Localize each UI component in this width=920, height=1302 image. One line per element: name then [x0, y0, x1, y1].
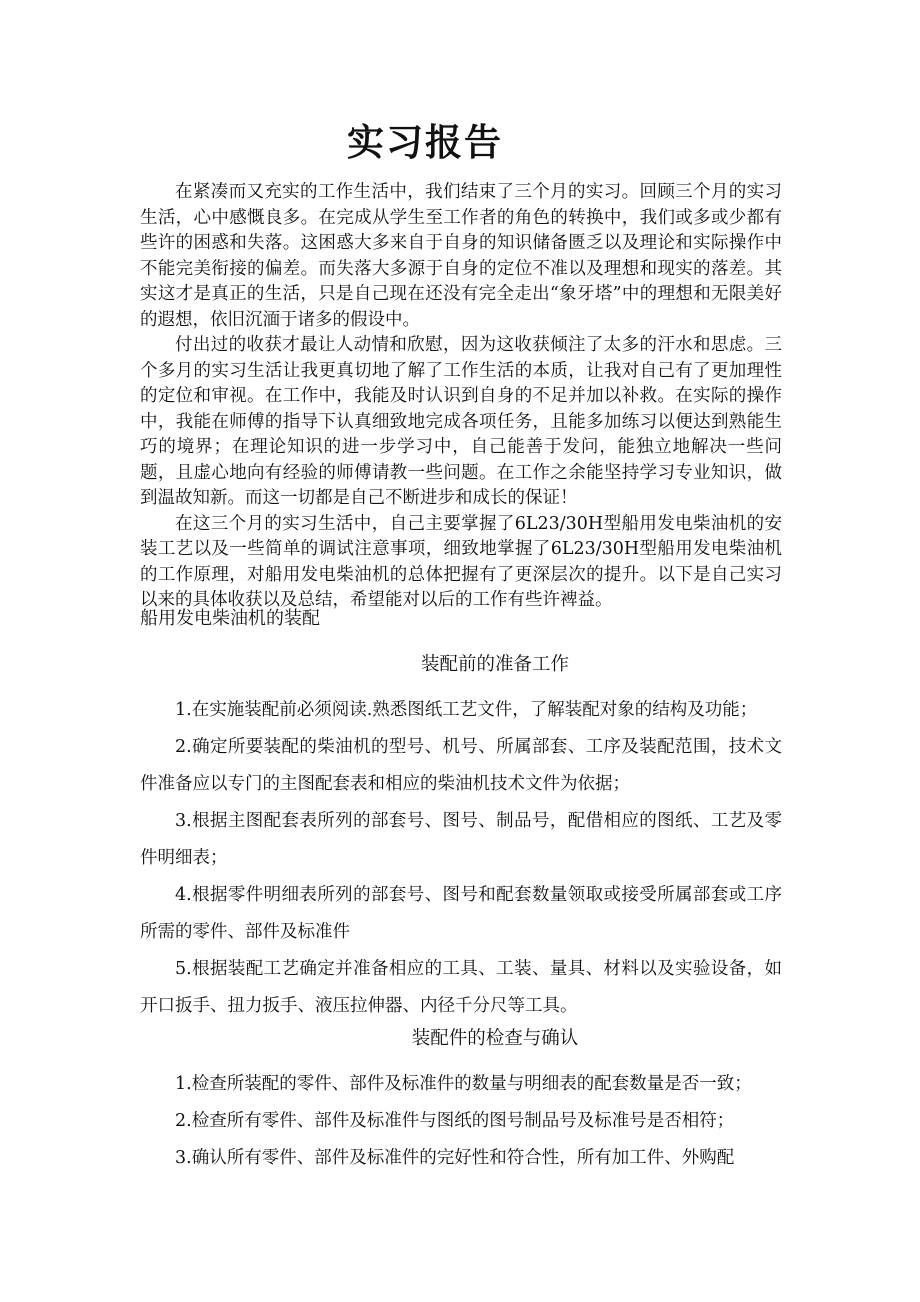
list-item: 3.根据主图配套表所列的部套号、图号、制品号，配借相应的图纸、工艺及零件明细表；	[140, 811, 782, 868]
preparation-list	[140, 692, 782, 1025]
list-item: 1.在实施装配前必须阅读.熟悉图纸工艺文件，了解装配对象的结构及功能；	[175, 700, 758, 720]
section-heading: 船用发电柴油机的装配	[140, 608, 320, 629]
list-item: 5.根据装配工艺确定并准备相应的工具、工装、量具、材料以及实验设备，如开口扳手、扭力扳手、液压拉伸器、内径千分尺等工具。	[140, 959, 782, 1016]
intro-paragraph: 在这三个月的实习生活中，自己主要掌握了6L23/30H型船用发电柴油机的安装工艺以及一些简单的调试注意事项，细致地掌握了6L23/30H型船用发电柴油机的工作原理，对船用发电柴油机的总体把握有了更深层次的提升。以下是自己实习以来的具体收获以及总结，希望能对以后的工作有些许裨益。	[140, 513, 782, 610]
intro-section	[140, 180, 782, 614]
subsection-heading-preparation: 装配前的准备工作	[420, 654, 569, 675]
document-title: 实习报告	[347, 121, 503, 164]
list-item: 4.根据零件明细表所列的部套号、图号和配套数量领取或接受所属部套或工序所需的零件、部件及标准件	[140, 885, 782, 942]
intro-paragraph: 付出过的收获才最让人动情和欣慰，因为这收获倾注了太多的汗水和思虑。三个多月的实习生活让我更真切地了解了工作生活的本质，让我对自己有了更加理性的定位和审视。在工作中，我能及时认识到自身的不足并加以补救。在实际的操作中，我能在师傅的指导下认真细致地完成各项任务，且能多加练习以便达到熟能生巧的境界；在理论知识的进一步学习中，自己能善于发问，能独立地解决一些问题，且虚心地向有经验的师傅请教一些问题。在工作之余能坚持学习专业知识，做到温故知新。而这一切都是自己不断进步和成长的保证！	[140, 335, 782, 508]
list-item: 2.检查所有零件、部件及标准件与图纸的图号制品号及标准号是否相符；	[175, 1111, 735, 1131]
inspection-list	[140, 1066, 782, 1177]
list-item: 2.确定所要装配的柴油机的型号、机号、所属部套、工序及装配范围，技术文件准备应以专门的主图配套表和相应的柴油机技术文件为依据；	[140, 737, 782, 794]
subsection-heading-inspection: 装配件的检查与确认	[411, 1028, 579, 1049]
list-item: 1.检查所装配的零件、部件及标准件的数量与明细表的配套数量是否一致；	[175, 1074, 752, 1094]
intro-paragraph: 在紧凑而又充实的工作生活中，我们结束了三个月的实习。回顾三个月的实习生活，心中感慨良多。在完成从学生至工作者的角色的转换中，我们或多或少都有些许的困惑和失落。这困惑大多来自于自身的知识储备匮乏以及理论和实际操作中不能完美衔接的偏差。而失落大多源于自身的定位不准以及理想和现实的落差。其实这才是真正的生活，只是自己现在还没有完全走出“象牙塔”中的理想和无限美好的遐想，依旧沉湎于诸多的假设中。	[140, 182, 782, 330]
list-item: 3.确认所有零件、部件及标准件的完好性和符合性，所有加工件、外购配	[175, 1148, 735, 1168]
